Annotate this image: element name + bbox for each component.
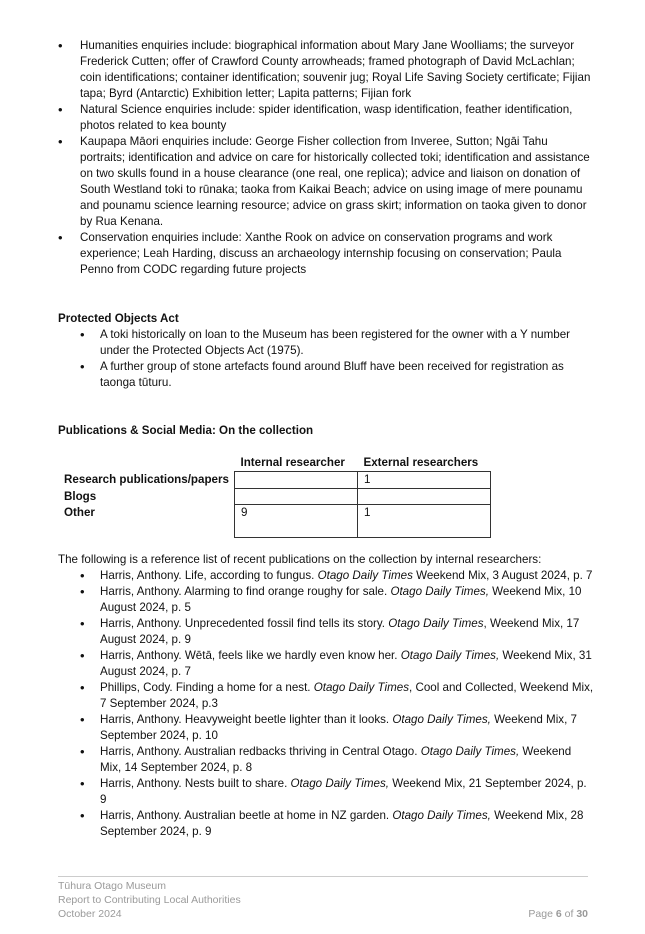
cell-internal <box>235 489 358 505</box>
cell-external <box>358 489 491 505</box>
cell-internal: 9 <box>235 505 358 538</box>
col-external-header: External researchers <box>363 456 479 469</box>
reference-item: • Harris, Anthony. Unprecedented fossil find tells its story. Otago Daily Times, Weekend Mix, 17 August 2024, p. 9 <box>80 616 595 648</box>
reference-item: • Harris, Anthony. Australian redbacks thriving in Central Otago. Otago Daily Times, Weekend Mix, 14 September 2024, p. 8 <box>80 744 595 776</box>
reference-item: • Harris, Anthony. Life, according to fungus. Otago Daily Times Weekend Mix, 3 August 2024, p. 7 <box>80 568 595 584</box>
footer-org: Tūhura Otago Museum <box>58 880 166 892</box>
row-label: Research publications/papers <box>64 472 229 486</box>
reference-item: • Harris, Anthony. Wētā, feels like we hardly even know her. Otago Daily Times, Weekend Mix, 31 August 2024, p. 7 <box>80 648 595 680</box>
reference-item: • Phillips, Cody. Finding a home for a nest. Otago Daily Times, Cool and Collected, Weekend Mix, 7 September 2024, p.3 <box>80 680 595 712</box>
protected-objects-heading: Protected Objects Act <box>58 312 179 325</box>
list-item: • A toki historically on loan to the Museum has been registered for the owner with a Y number under the Protected Objects Act (1975). <box>80 327 595 359</box>
reference-item: • Harris, Anthony. Alarming to find orange roughy for sale. Otago Daily Times, Weekend Mix, 10 August 2024, p. 5 <box>80 584 595 616</box>
row-label: Other <box>64 505 95 519</box>
col-internal-header: Internal researcher <box>240 456 345 469</box>
list-item: • A further group of stone artefacts found around Bluff have been received for registration as taonga tūturu. <box>80 359 595 391</box>
references-list <box>80 568 595 840</box>
list-item: • Conservation enquiries include: Xanthe Rook on advice on conservation programs and work experience; Leah Harding, discuss an archaeology internship focusing on conservation; Paula Penno from CODC regarding future projects <box>58 230 593 278</box>
publications-heading: Publications & Social Media: On the collection <box>58 424 314 437</box>
cell-internal <box>235 472 358 489</box>
protected-objects-list <box>80 327 595 391</box>
list-item: • Natural Science enquiries include: spider identification, wasp identification, feather identification, photos related to kea bounty <box>58 102 593 134</box>
enquiries-list <box>58 38 593 278</box>
list-item: • Kaupapa Māori enquiries include: George Fisher collection from Inveree, Sutton; Ngāi Tahu portraits; identification and advice on care for historically collected toki; identification and assistance on two skulls found in a house clearance (one real, one replica); advice and liaison on donation of South Westland toki to rūnaka; taoka from Kaikai Beach; advice on using image of mere pounamu and pounamu science learning resource; advice on grass skirt; information on taoka given to donor by Rua Kenana. <box>58 134 593 230</box>
cell-external: 1 <box>358 472 491 489</box>
references-intro: The following is a reference list of recent publications on the collection by internal researchers: <box>58 553 542 566</box>
reference-item: • Harris, Anthony. Nests built to share. Otago Daily Times, Weekend Mix, 21 September 2024, p. 9 <box>80 776 595 808</box>
row-label: Blogs <box>64 489 97 503</box>
footer-report: Report to Contributing Local Authorities <box>58 894 241 906</box>
page-number: Page 6 of 30 <box>528 908 588 920</box>
page-footer <box>58 876 588 921</box>
table-row <box>58 489 491 505</box>
footer-date: October 2024 <box>58 908 122 920</box>
table-row <box>58 505 491 538</box>
table-row <box>58 472 491 489</box>
reference-item: • Harris, Anthony. Australian beetle at home in NZ garden. Otago Daily Times, Weekend Mix, 28 September 2024, p. 9 <box>80 808 595 840</box>
list-item: • Humanities enquiries include: biographical information about Mary Jane Woolliams; the surveyor Frederick Cutten; offer of Crawford County arrowheads; framed photograph of David McLachlan; coin identifications; container identification; souvenir jug; Royal Life Saving Society certificate; Fijian tapa; Byrd (Antarctic) Exhibition letter; Lapita patterns; Fijian fork <box>58 38 593 102</box>
publications-table <box>58 455 491 538</box>
cell-external: 1 <box>358 505 491 538</box>
reference-item: • Harris, Anthony. Heavyweight beetle lighter than it looks. Otago Daily Times, Weekend Mix, 7 September 2024, p. 10 <box>80 712 595 744</box>
